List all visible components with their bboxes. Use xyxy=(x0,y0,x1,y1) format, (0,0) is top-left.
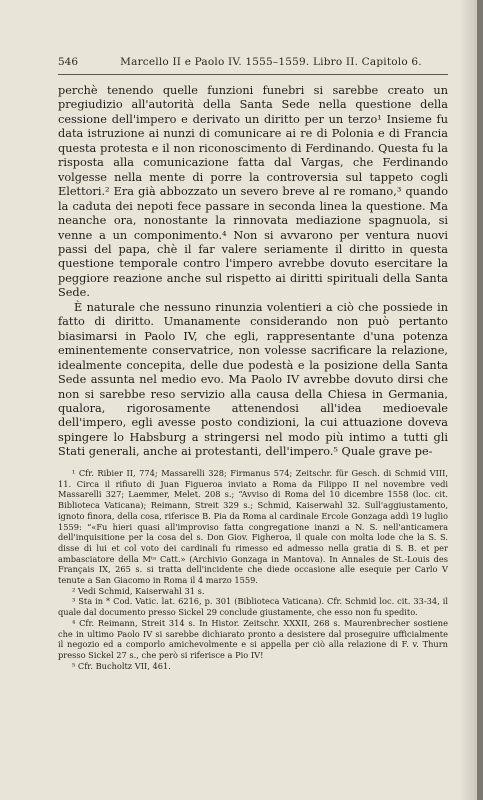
running-title: Marcello II e Paolo IV. 1555–1559. Libro II. Capitolo 6. xyxy=(120,56,422,68)
footnote-3: ³ Sta in * Cod. Vatic. lat. 6216, p. 301 (Biblioteca Vaticana). Cfr. Schmid loc. cit. 33-34, il quale dal documento presso Sickel 29 conclude giustamente, che esso non fu spedito. xyxy=(58,596,448,618)
paragraph: È naturale che nessuno rinunzia volentieri a ciò che possiede in fatto di diritto. Umanamente considerando non può pertanto biasimarsi in Paolo IV, che egli, rappresentante d'una potenza eminentemente conservatrice, non volesse sacrificare la relazione, idealmente concepita, delle due podestà e la posizione della Santa Sede assunta nel medio evo. Ma Paolo IV avrebbe dovuto dirsi che non si sarebbe reso servizio alla causa della Chiesa in Germania, qualora, rigorosamente attenendosi all'idea medioevale dell'impero, egli avesse posto condizioni, la cui attuazione doveva spingere lo Habsburg a stringersi nel modo più intimo a tutti gli Stati generali, anche ai protestanti, dell'impero.⁵ Quale grave pe- xyxy=(58,300,448,459)
running-header xyxy=(58,56,448,68)
footnote-1: ¹ Cfr. Ribier II, 774; Massarelli 328; Firmanus 574; Zeitschr. für Gesch. di Schmid VIII, 11. Circa il rifiuto di Juan Figueroa inviato a Roma da Filippo II nel novembre vedi Massarelli 327; Laemmer, Melet. 208 s.; “Avviso di Roma del 10 dicembre 1558 (loc. cit. Biblioteca Vaticana); Reimann, Streit 329 s.; Schmid, Kaiserwahl 32. Sull'aggiustamento, ignoto finora, della cosa, riferisce B. Pia da Roma al cardinale Ercole Gonzaga addì 19 luglio 1559: “«Fu hieri quasi all'improviso fatta congregatione inanzi a N. S. nell'anticamera dell'inquisitione per la cosa del s. Don Giov. Figheroa, il quale con molta lode che la S. S. disse di lui et col voto dei cardinali fu rimesso ed admesso nella gratia di S. B. et per ambasciatore della Mᵗᵃ Catt.» (Archivio Gonzaga in Mantova). In Annales de St.-Louis des Français IX, 265 s. si tratta dell'incidente che diede occasione alle esequie per Carlo V tenute a San Giacomo in Roma il 4 marzo 1559. xyxy=(58,468,448,586)
footnotes xyxy=(58,468,448,671)
header-rule xyxy=(58,74,448,75)
scan-edge-shadow xyxy=(459,0,477,800)
footnote-2: ² Vedi Schmid, Kaiserwahl 31 s. xyxy=(72,585,205,596)
paragraph: perchè tenendo quelle funzioni funebri si sarebbe creato un pregiudizio all'autorità della Santa Sede nella questione della cessione dell'impero e derivato un diritto per un terzo¹ Insieme fu data istruzione ai nunzi di comunicare ai re di Polonia e di Francia questa protesta e il non riconoscimento di Ferdinando. Questa fu la risposta alla comunicazione fatta dal Vargas, che Ferdinando volgesse nella mente di porre la controversia sul tappeto cogli Elettori.² Era già abbozzato un severo breve al re romano,³ quando la caduta dei nepoti fece passare in seconda linea la questione. Ma neanche ora, nonostante la rinnovata mediazione spagnuola, si venne a un componimento.⁴ Non si avvarono per ventura nuovi passi del papa, chè il far valere seriamente il diritto in questa questione temporale contro l'impero avrebbe dovuto esercitare la peggiore reazione anche sul rispetto ai diritti spirituali della Santa Sede. xyxy=(58,84,448,300)
footnote-4: ⁴ Cfr. Reimann, Streit 314 s. In Histor. Zeitschr. XXXII, 268 s. Maurenbrecher sostiene che in ultimo Paolo IV si sarebbe dichiarato pronto a desistere dal proseguire ufficialmente il negozio ed a comporlo amichevolmente e si appella per ciò alla relazione di F. v. Thurn presso Sickel 27 s., che però si riferisce a Pio IV! xyxy=(58,617,448,660)
main-text xyxy=(58,84,448,460)
page-number: 546 xyxy=(58,56,79,68)
footnote-5: ⁵ Cfr. Bucholtz VII, 461. xyxy=(72,660,171,671)
